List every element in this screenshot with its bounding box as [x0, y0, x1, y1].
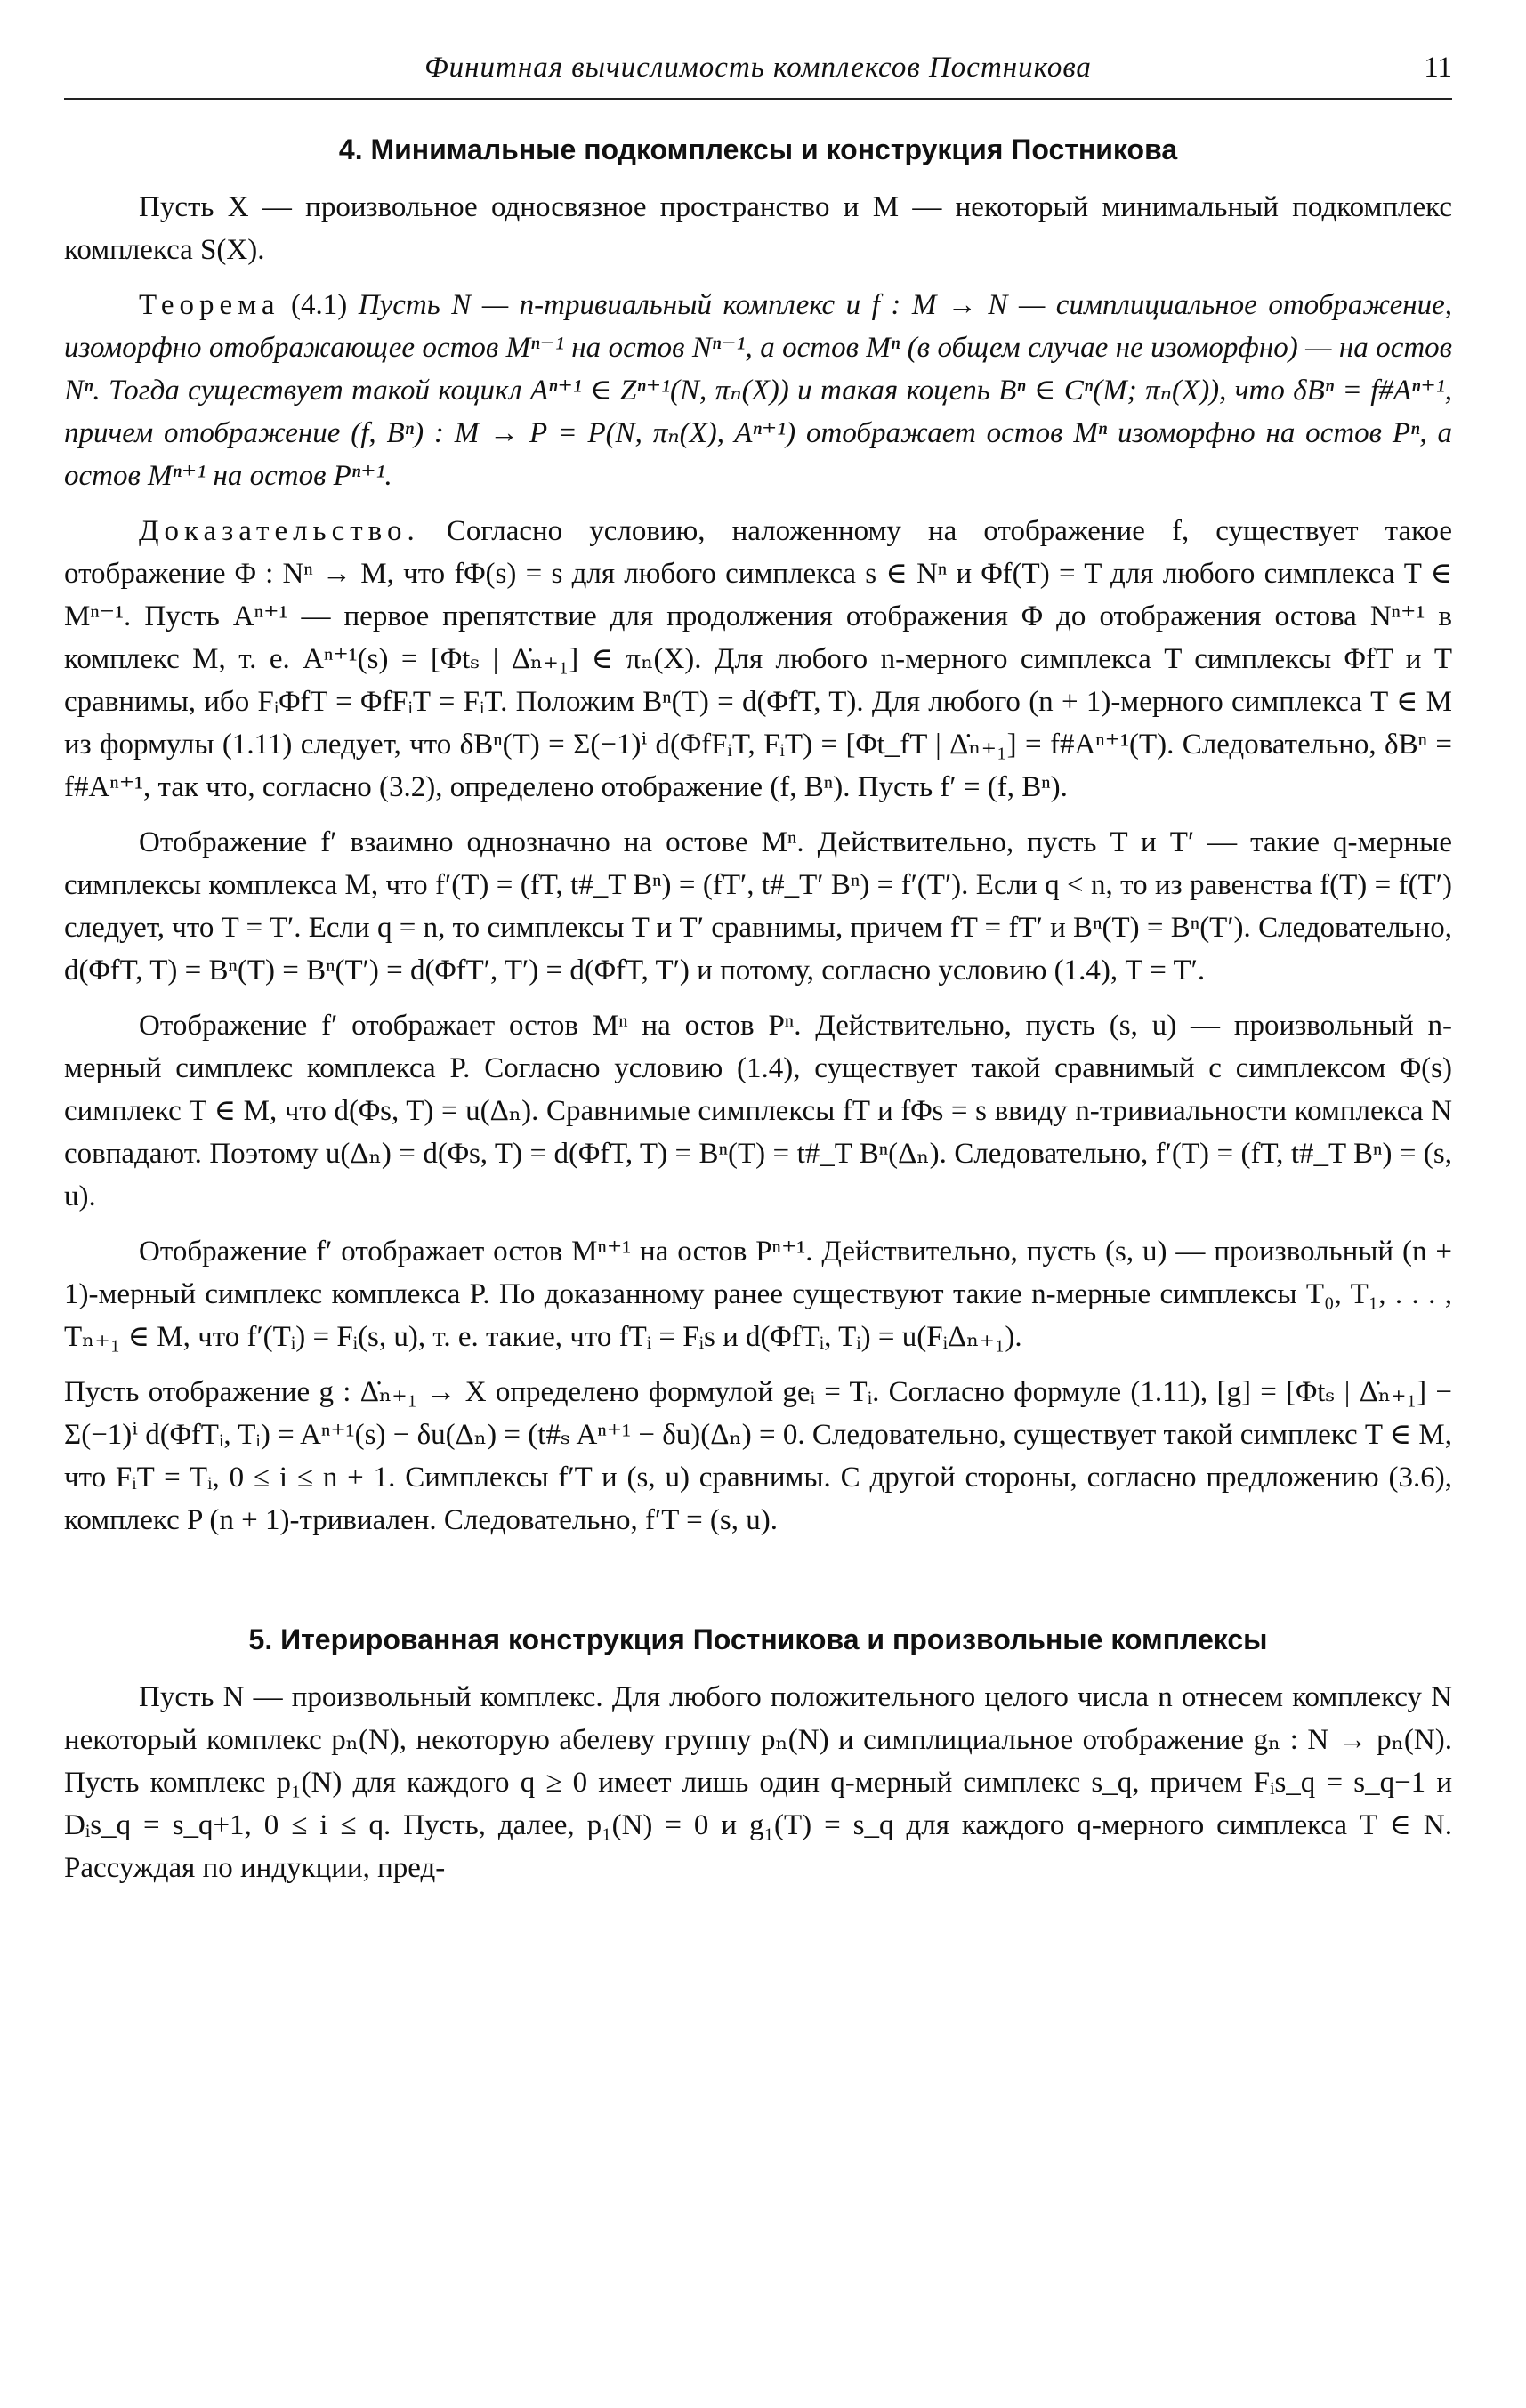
page-number: 11 — [1424, 52, 1452, 84]
proof-text-1: Согласно условию, наложенному на отображение f, существует такое отображение Φ : Nⁿ → M, что fΦ(s) = s для любого симплекса s ∈ Nⁿ и Φf(T) = T для любого симплекса T ∈ Mⁿ⁻¹. Пусть Aⁿ⁺¹ — первое препятствие для продолжения отображения Φ до отображения остова Nⁿ⁺¹ в комплекс M, т. е. Aⁿ⁺¹(s) = [Φtₛ | Δ̇ₙ₊₁] ∈ πₙ(X). Для любого n-мерного симплекса T симплексы ΦfT и T сравнимы, ибо FᵢΦfT = ΦfFᵢT = FᵢT. Положим Bⁿ(T) = d(ΦfT, T). Для любого (n + 1)-мерного симплекса T ∈ M из формулы (1.11) следует, что δBⁿ(T) = Σ(−1)ⁱ d(ΦfFᵢT, FᵢT) = [Φt_fT | Δ̇ₙ₊₁] = f#Aⁿ⁺¹(T). Следовательно, δBⁿ = f#Aⁿ⁺¹, так что, согласно (3.2), определено отображение (f, Bⁿ). Пусть f′ = (f, Bⁿ). — [64, 515, 1452, 803]
proof-label: Доказательство. — [139, 515, 420, 547]
section-4-intro: Пусть X — произвольное односвязное пространство и M — некоторый минимальный подкомплекс комплекса S(X). — [64, 191, 1452, 266]
running-head — [64, 44, 1452, 94]
page — [64, 44, 1452, 1902]
section-5-heading: 5. Итерированная конструкция Постникова и произвольные комплексы — [248, 1623, 1268, 1655]
proof-paragraph-4: Отображение f′ отображает остов Mⁿ⁺¹ на остов Pⁿ⁺¹. Действительно, пусть (s, u) — произвольный (n + 1)-мерный симплекс комплекса P. По доказанному ранее существуют такие n-мерные симплексы T₀, T₁, . . . , Tₙ₊₁ ∈ M, что f′(Tᵢ) = Fᵢ(s, u), т. е. такие, что fTᵢ = Fᵢs и d(ΦfTᵢ, Tᵢ) = u(FᵢΔₙ₊₁). — [64, 1236, 1452, 1353]
theorem-4-1 — [64, 284, 1452, 497]
section-4-heading: 4. Минимальные подкомплексы и конструкция Постникова — [338, 133, 1178, 165]
proof-paragraph-3: Отображение f′ отображает остов Mⁿ на остов Pⁿ. Действительно, пусть (s, u) — произвольный n-мерный симплекс комплекса P. Согласно условию (1.4), существует такой сравнимый с симплексом Φ(s) симплекс T ∈ M, что d(Φs, T) = u(Δₙ). Сравнимые симплексы fT и fΦs = s ввиду n-тривиальности комплекса N совпадают. Поэтому u(Δₙ) = d(Φs, T) = d(ΦfT, T) = Bⁿ(T) = t#_T Bⁿ(Δₙ). Следовательно, f′(T) = (fT, t#_T Bⁿ) = (s, u). — [64, 1010, 1452, 1212]
proof-paragraph-2: Отображение f′ взаимно однозначно на остове Mⁿ. Действительно, пусть T и T′ — такие q-мерные симплексы комплекса M, что f′(T) = (fT, t#_T Bⁿ) = (fT′, t#_T′ Bⁿ) = f′(T′). Если q < n, то из равенства f(T) = f(T′) следует, что T = T′. Если q = n, то симплексы T и T′ сравнимы, причем fT = fT′ и Bⁿ(T) = Bⁿ(T′). Следовательно, d(ΦfT, T) = Bⁿ(T) = Bⁿ(T′) = d(ΦfT′, T′) = d(ΦfT, T′) и потому, согласно условию (1.4), T = T′. — [64, 826, 1452, 987]
theorem-number: (4.1) — [291, 289, 348, 321]
theorem-text: Пусть N — n-тривиальный комплекс и f : M → N — симплициальное отображение, изоморфно отображающее остов Mⁿ⁻¹ на остов Nⁿ⁻¹, а остов Mⁿ (в общем случае не изоморфно) — на остов Nⁿ. Тогда существует такой коцикл Aⁿ⁺¹ ∈ Zⁿ⁺¹(N, πₙ(X)) и такая коцепь Bⁿ ∈ Cⁿ(M; πₙ(X)), что δBⁿ = f#Aⁿ⁺¹, причем отображение (f, Bⁿ) : M → P = P(N, πₙ(X), Aⁿ⁺¹) отображает остов Mⁿ изоморфно на остов Pⁿ, а остов Mⁿ⁺¹ на остов Pⁿ⁺¹. — [64, 289, 1453, 492]
header-rule — [64, 98, 1452, 100]
section-5-paragraph-1: Пусть N — произвольный комплекс. Для любого положительного целого числа n отнесем комплексу N некоторый комплекс pₙ(N), некоторую абелеву группу pₙ(N) и симплициальное отображение gₙ : N → pₙ(N). Пусть комплекс p₁(N) для каждого q ≥ 0 имеет лишь один q-мерный симплекс s_q, причем Fᵢs_q = s_q−1 и Dᵢs_q = s_q+1, 0 ≤ i ≤ q. Пусть, далее, p₁(N) = 0 и g₁(T) = s_q для каждого q-мерного симплекса T ∈ N. Рассуждая по индукции, пред- — [64, 1681, 1452, 1884]
proof-paragraph-5: Пусть отображение g : Δ̇ₙ₊₁ → X определено формулой geᵢ = Tᵢ. Согласно формуле (1.11), [g] = [Φtₛ | Δ̇ₙ₊₁] − Σ(−1)ⁱ d(ΦfTᵢ, Tᵢ) = Aⁿ⁺¹(s) − δu(Δₙ) = (t#ₛ Aⁿ⁺¹ − δu)(Δₙ) = 0. Следовательно, существует такой симплекс T ∈ M, что FᵢT = Tᵢ, 0 ≤ i ≤ n + 1. Симплексы f′T и (s, u) сравнимы. С другой стороны, согласно предложению (3.6), комплекс P (n + 1)-тривиален. Следовательно, f′T = (s, u). — [64, 1376, 1452, 1536]
proof-paragraph-1 — [64, 510, 1452, 809]
running-title: Финитная вычислимость комплексов Постникова — [424, 52, 1092, 84]
section-gap — [64, 1554, 1452, 1590]
theorem-label: Теорема — [139, 289, 280, 321]
